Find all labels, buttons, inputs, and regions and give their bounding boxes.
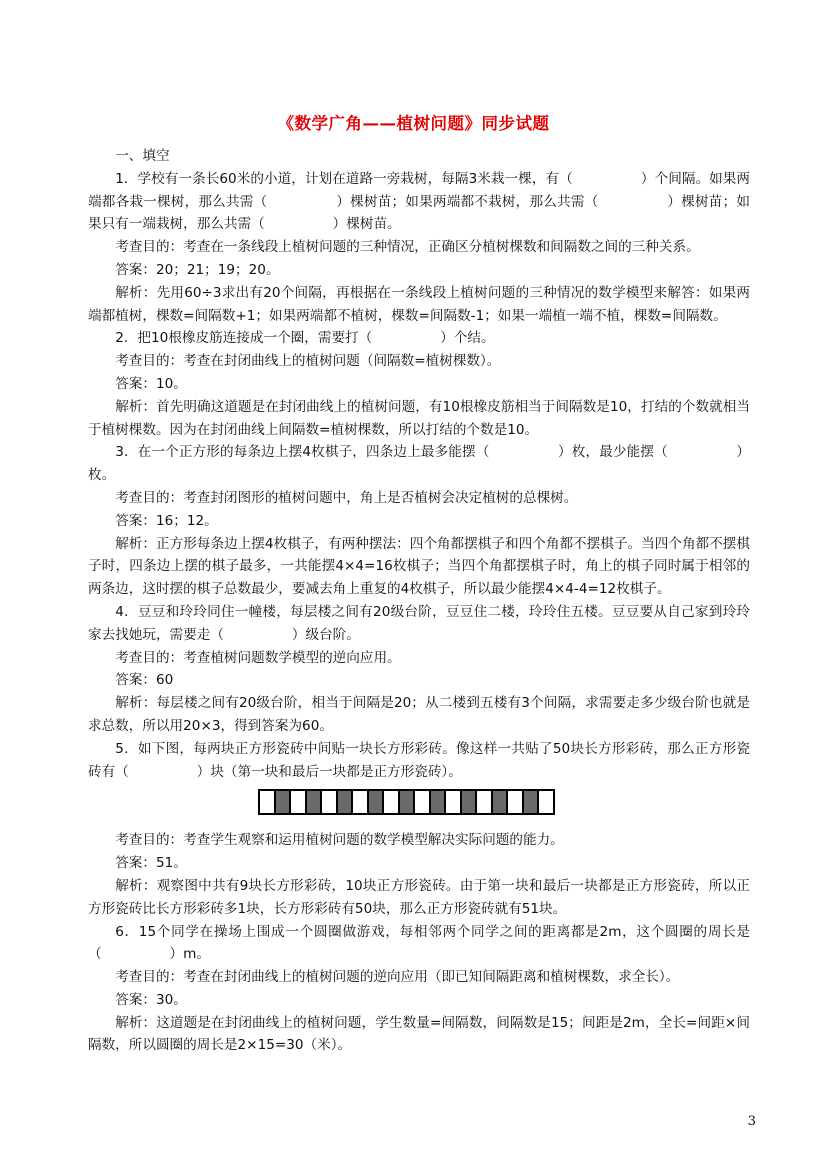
document-body [88,145,750,1057]
rect-tile [276,789,289,815]
page-number: 3 [747,1114,756,1129]
q4-question: 4．豆豆和玲玲同住一幢楼，每层楼之间有20级台阶，豆豆住二楼，玲玲住五楼。豆豆要从自己家到玲玲家去找她玩，需要走（ ）级台阶。 [88,603,750,643]
tile-figure [258,789,750,815]
q6-question: 6．15个同学在操场上围成一个圆圈做游戏，每相邻两个同学之间的距离都是2m，这个圆圈的周长是（ ）m。 [88,923,750,963]
q3-purpose: 考查目的：考查封闭图形的植树问题中，角上是否植树会决定植树的总棵树。 [115,489,578,506]
square-tile [351,789,369,815]
square-tile [320,789,338,815]
q2-question: 2．把10根橡皮筋连接成一个圈，需要打（ ）个结。 [115,330,495,347]
rect-tile [338,789,351,815]
q1-question: 1．学校有一条长60米的小道，计划在道路一旁栽树，每隔3米栽一棵，有（ ）个间隔。如果两端都各栽一棵树，那么共需（ ）棵树苗；如果两端都不栽树，那么共需（ ）棵树苗；如果只有一端栽树，那么共需（ ）棵树苗。 [88,170,750,233]
rect-tile [400,789,413,815]
rect-tile [493,789,506,815]
square-tile [289,789,307,815]
q4-purpose: 考查目的：考查植树问题数学模型的逆向应用。 [115,649,401,666]
rect-tile [307,789,320,815]
q3-analysis: 解析：正方形每条边上摆4枚棋子，有两种摆法：四个角都摆棋子和四个角都不摆棋子。当四个角都不摆棋子时，四条边上摆的棋子最多，一共能摆4×4=16枚棋子；当四个角都摆棋子时，角上的棋子同时属于相邻的两条边，这时摆的棋子总数最少，要减去角上重复的4枚棋子，所以最少能摆4×4-4=12枚棋子。 [88,535,750,598]
q3-question: 3．在一个正方形的每条边上摆4枚棋子，四条边上最多能摆（ ）枚，最少能摆（ ）枚。 [88,444,750,484]
q1-analysis: 解析：先用60÷3求出有20个间隔，再根据在一条线段上植树问题的三种情况的数学模型来解答：如果两端都植树，棵数=间隔数+1；如果两端都不植树，棵数=间隔数-1；如果一端植一端不植，棵数=间隔数。 [88,284,750,324]
square-tile [537,789,555,815]
square-tile [444,789,462,815]
q6-analysis: 解析：这道题是在封闭曲线上的植树问题，学生数量=间隔数，间隔数是15；间距是2m，全长=间距×间隔数，所以圆圈的周长是2×15=30（米）。 [88,1014,750,1054]
rect-tile [431,789,444,815]
q5-question: 5．如下图，每两块正方形瓷砖中间贴一块长方形彩砖。像这样一共贴了50块长方形彩砖，那么正方形瓷砖有（ ）块（第一块和最后一块都是正方形瓷砖）。 [88,740,750,780]
q4-answer: 答案：60 [115,672,174,689]
section-heading: 一、填空 [115,148,170,164]
square-tile [413,789,431,815]
q5-purpose: 考查目的：考查学生观察和运用植树问题的数学模型解决实际问题的能力。 [115,832,564,849]
square-tile [506,789,524,815]
rect-tile [369,789,382,815]
q2-answer: 答案：10。 [115,375,187,392]
q3-answer: 答案：16；12。 [115,512,218,529]
rect-tile [524,789,537,815]
document-title: 《数学广角——植树问题》同步试题 [277,114,550,133]
q6-purpose: 考查目的：考查在封闭曲线上的植树问题的逆向应用（即已知间隔距离和植树棵数，求全长）。 [115,969,680,986]
square-tile [258,789,276,815]
q1-answer: 答案：20；21；19；20。 [115,261,280,278]
q1-purpose: 考查目的：考查在一条线段上植树问题的三种情况，正确区分植树棵数和间隔数之间的三种关系。 [115,239,700,256]
square-tile [475,789,493,815]
q5-answer: 答案：51。 [115,855,187,872]
q4-analysis: 解析：每层楼之间有20级台阶，相当于间隔是20；从二楼到五楼有3个间隔，求需要走多少级台阶也就是求总数，所以用20×3，得到答案为60。 [88,695,750,734]
q2-purpose: 考查目的：考查在封闭曲线上的植树问题（间隔数=植树棵数）。 [115,353,501,370]
q6-answer: 答案：30。 [115,991,187,1008]
q2-analysis: 解析：首先明确这道题是在封闭曲线上的植树问题，有10根橡皮筋相当于间隔数是10，打结的个数就相当于植树棵数。因为在封闭曲线上间隔数=植树棵数，所以打结的个数是10。 [88,398,750,438]
rect-tile [462,789,475,815]
q5-analysis: 解析：观察图中共有9块长方形彩砖，10块正方形瓷砖。由于第一块和最后一块都是正方形瓷砖，所以正方形瓷砖比长方形彩砖多1块，长方形彩砖有50块，那么正方形瓷砖就有51块。 [88,877,750,917]
square-tile [382,789,400,815]
